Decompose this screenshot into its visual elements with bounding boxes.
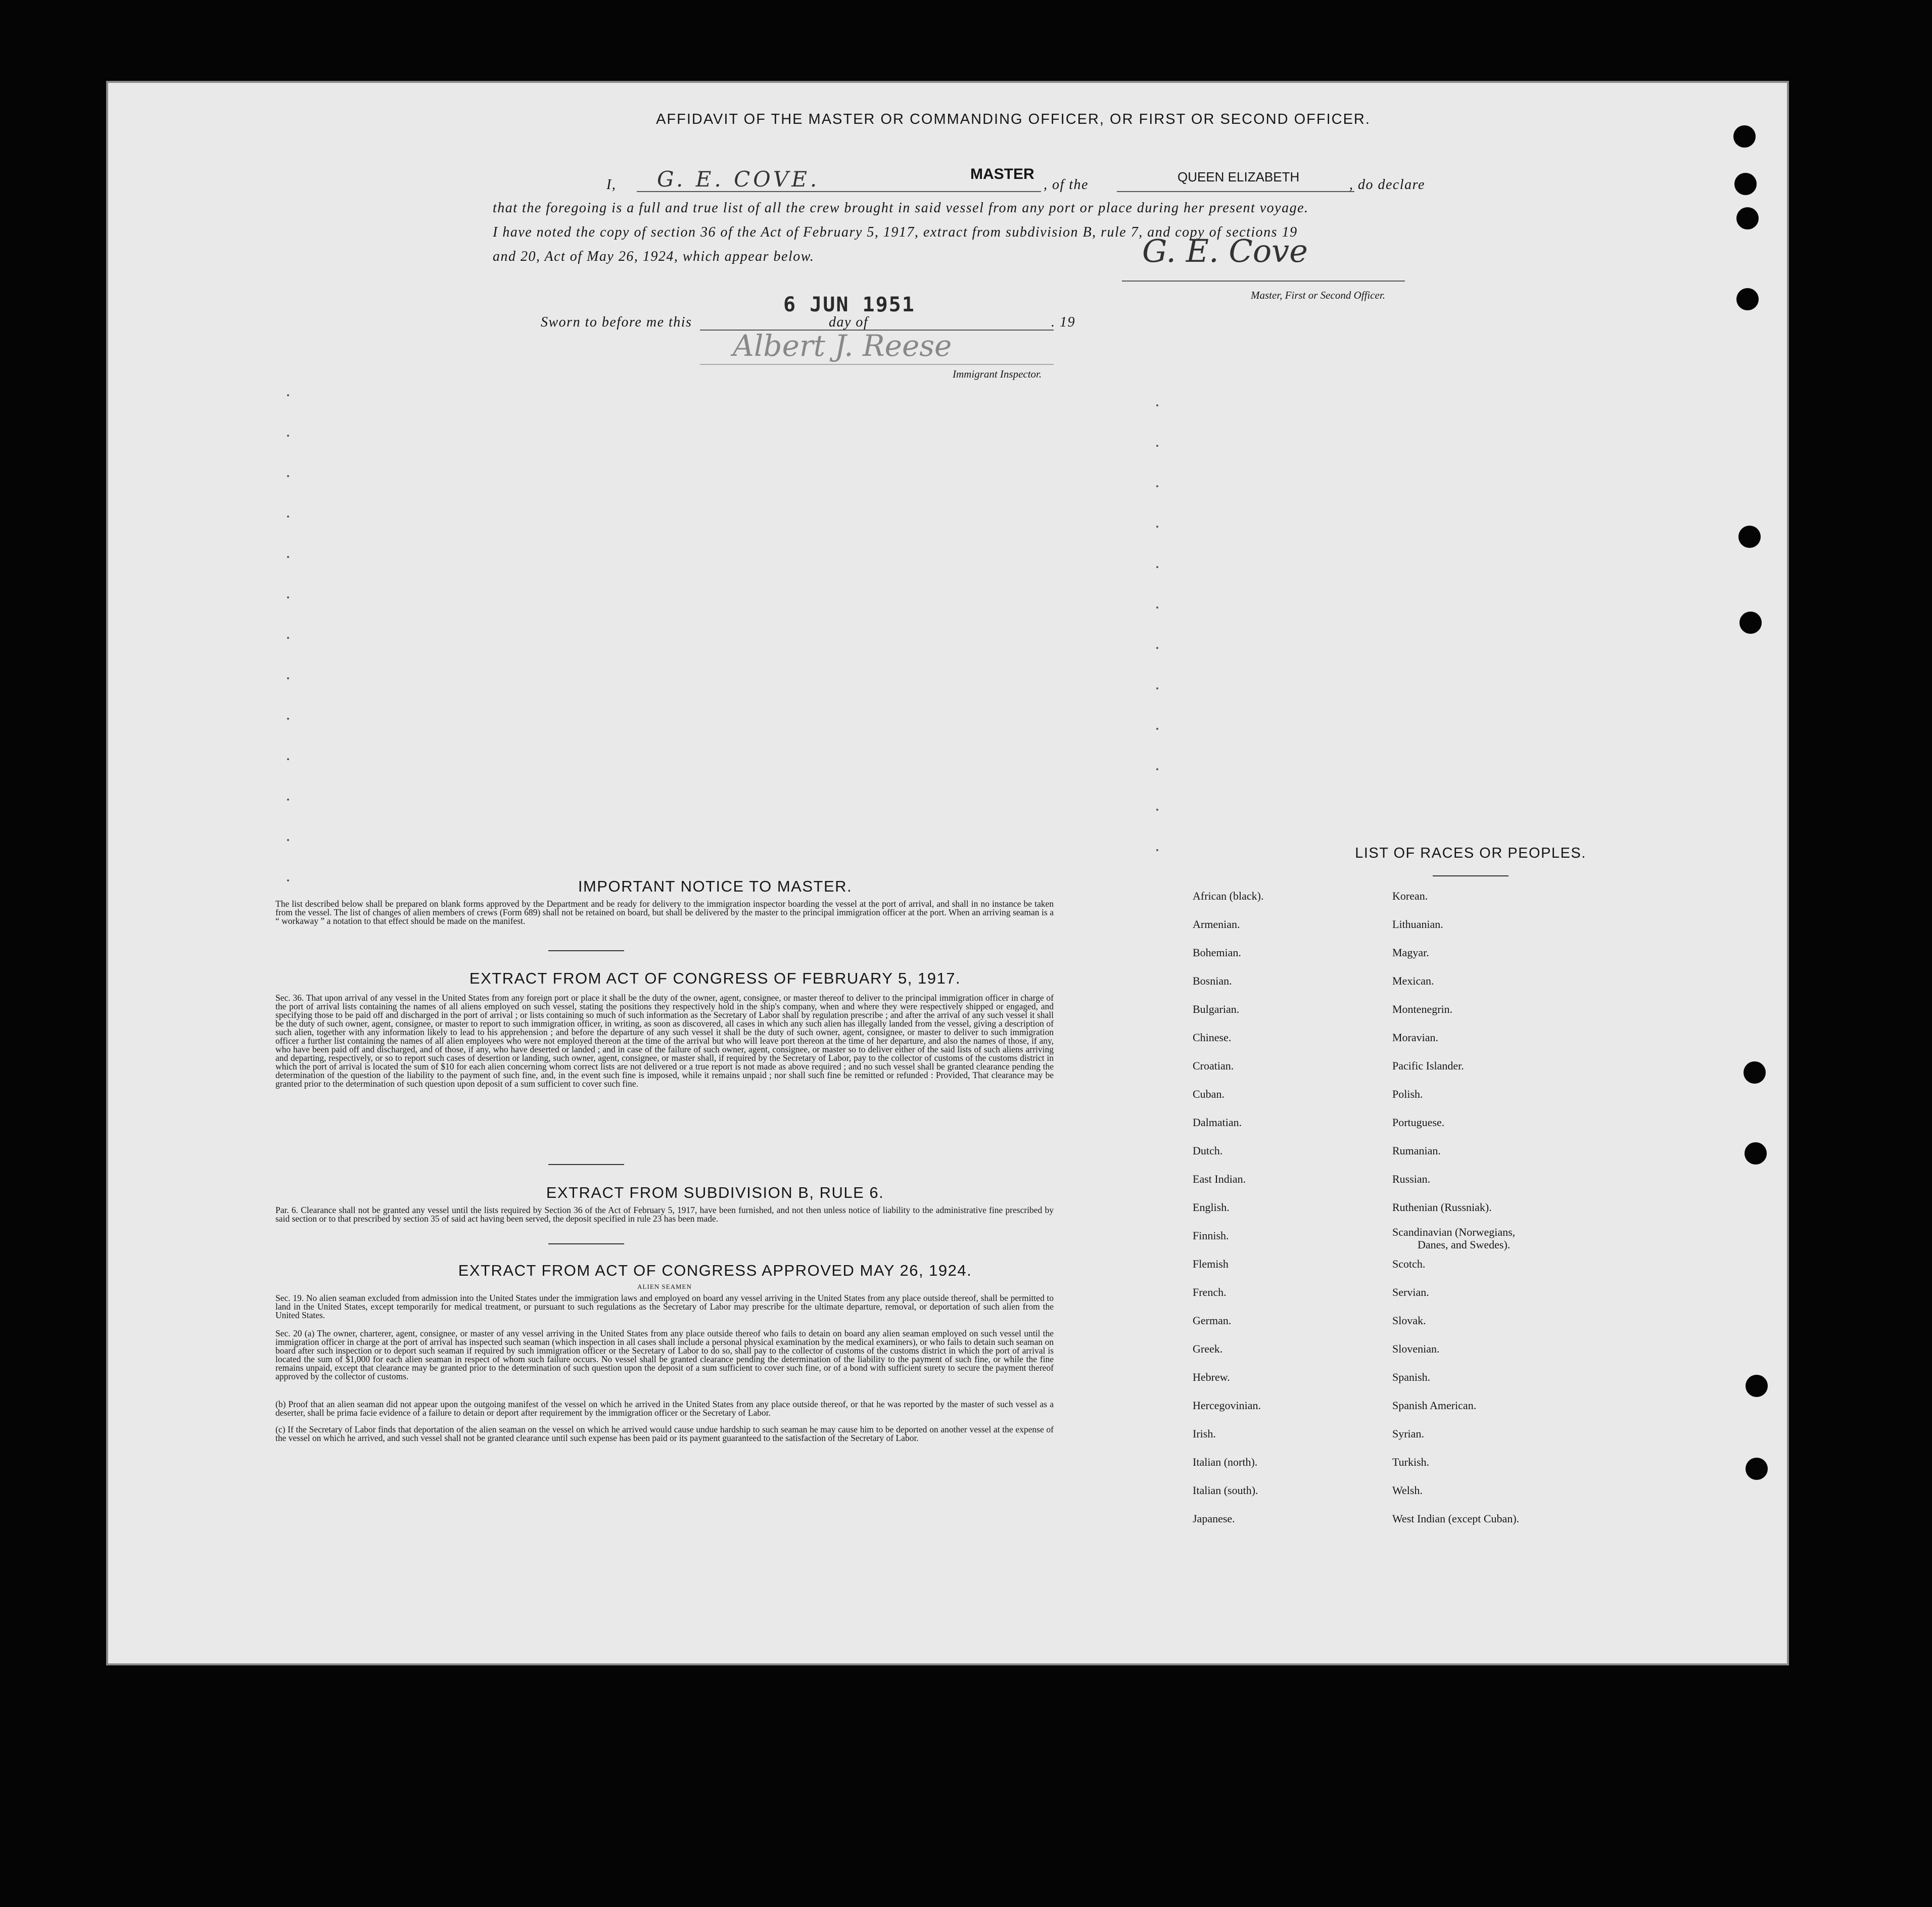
race-item: Magyar. bbox=[1392, 946, 1429, 959]
year-text: . 19 bbox=[1051, 314, 1075, 330]
extract-1917-heading: EXTRACT FROM ACT OF CONGRESS OF FEBRUARY 5, 1917. bbox=[469, 969, 961, 987]
race-item: Italian (north). bbox=[1193, 1456, 1258, 1468]
punch-hole bbox=[1746, 1458, 1768, 1480]
punch-hole bbox=[1739, 612, 1762, 634]
day-of-text: day of bbox=[829, 314, 869, 330]
race-item: Mexican. bbox=[1392, 974, 1434, 987]
extract-rule6-heading: EXTRACT FROM SUBDIVISION B, RULE 6. bbox=[546, 1184, 884, 1201]
declaration-line-2: that the foregoing is a full and true list of all the crew brought in said vessel from any port or place during her present voyage. bbox=[493, 200, 1309, 216]
sec20b-text: (b) Proof that an alien seaman did not appear upon the outgoing manifest of the vessel on which he arrived in the United States from any place outside thereof, or that he was reported by the master of such vessel as a deserter, shall be prima facie evidence of a failure to detain or deport after requirement by the immigration officer or the Secretary of Labor. bbox=[275, 1399, 1054, 1418]
vessel-line bbox=[1117, 191, 1354, 192]
race-item: Korean. bbox=[1392, 890, 1428, 902]
race-item: African (black). bbox=[1193, 890, 1264, 902]
dot bbox=[1156, 768, 1158, 770]
race-item: Syrian. bbox=[1392, 1427, 1424, 1440]
inspector-line bbox=[700, 364, 1054, 365]
declaration-line-3: I have noted the copy of section 36 of the Act of February 5, 1917, extract from subdivision B, rule 7, and copy of sections 19 bbox=[493, 224, 1298, 240]
race-item: Moravian. bbox=[1392, 1031, 1439, 1044]
race-item: Montenegrin. bbox=[1392, 1003, 1453, 1015]
race-item: Pacific Islander. bbox=[1392, 1059, 1464, 1072]
extract-rule6-text: Par. 6. Clearance shall not be granted any vessel until the lists required by Section 36 of the Act of February 5, 1917, have been furnished, and not then unless notice of liability to the administrative fine prescribed by said section or to that prescribed by section 35 of said act having been served, the deposit specified in rule 23 has been made. bbox=[275, 1205, 1054, 1224]
sec19-text: Sec. 19. No alien seaman excluded from admission into the United States under the immigration laws and employed on board any vessel arriving in the United States from any place outside thereof, shall be permitted to land in the United States, except temporarily for medical treatment, or pursuant to such regulations as the Secretary of Labor may prescribe for the ultimate departure, removal, or deportation of such alien from the United States. bbox=[275, 1293, 1054, 1320]
declaration-prefix: I, bbox=[606, 177, 617, 193]
race-item: English. bbox=[1193, 1201, 1230, 1214]
race-item: Lithuanian. bbox=[1392, 918, 1443, 931]
race-item: Finnish. bbox=[1193, 1229, 1229, 1242]
punch-hole bbox=[1733, 125, 1756, 148]
race-item: Italian (south). bbox=[1193, 1484, 1258, 1497]
notice-heading: IMPORTANT NOTICE TO MASTER. bbox=[578, 877, 853, 895]
race-item: Spanish American. bbox=[1392, 1399, 1477, 1412]
divider bbox=[1433, 875, 1509, 876]
dot bbox=[1156, 849, 1158, 851]
signature-line bbox=[1122, 281, 1405, 282]
punch-hole bbox=[1738, 526, 1761, 548]
inspector-caption: Immigrant Inspector. bbox=[953, 368, 1042, 380]
divider bbox=[548, 1164, 624, 1165]
dot bbox=[287, 435, 289, 437]
sec20c-text: (c) If the Secretary of Labor finds that deportation of the alien seaman on the vessel on which he arrived would cause undue hardship to such seaman he may cause him to be deported on another vessel at the expense of the vessel on which he arrived, and such vessel shall not be granted clearance until such expense has been paid or its payment guaranteed to the satisfaction of the Secretary of Labor. bbox=[275, 1424, 1054, 1443]
race-item: Japanese. bbox=[1193, 1512, 1235, 1525]
dot bbox=[1156, 647, 1158, 649]
dot bbox=[287, 839, 289, 841]
dot bbox=[1156, 526, 1158, 528]
dot bbox=[287, 556, 289, 558]
sec20a-text: Sec. 20 (a) The owner, charterer, agent, consignee, or master of any vessel arriving in the United States from any place outside thereof who fails to detain on board any alien seaman employed on such vessel until the immigration officer in charge at the port of arrival has inspected such seaman (which inspection in all cases shall include a personal physical examination by the medical examiners), or who fails to detain such seaman on board after such inspection or to deport such seaman if required by such immigration officer or the Secretary of Labor to do so, shall pay to the collector of customs of the customs district in which the port of arrival is located the sum of $1,000 for each alien seaman in respect of whom such failure occurs. No vessel shall be granted clearance pending the determination of the liability to the payment of such fine, or while the fine remains unpaid, except that clearance may be granted prior to the determination of such question upon the deposit of a sum sufficient to cover such fine, or of a bond with sufficient surety to secure the payment thereof approved by the collector of customs. bbox=[275, 1328, 1054, 1381]
dot bbox=[287, 718, 289, 720]
dot bbox=[1156, 445, 1158, 447]
race-item: Welsh. bbox=[1392, 1484, 1423, 1497]
dot bbox=[287, 394, 289, 396]
race-item: Irish. bbox=[1193, 1427, 1216, 1440]
document-page bbox=[106, 81, 1789, 1665]
race-item: West Indian (except Cuban). bbox=[1392, 1512, 1520, 1525]
declaration-line-4: and 20, Act of May 26, 1924, which appear below. bbox=[493, 249, 815, 264]
divider bbox=[548, 950, 624, 951]
dot bbox=[1156, 404, 1158, 406]
race-item: Rumanian. bbox=[1392, 1144, 1441, 1157]
race-item: East Indian. bbox=[1193, 1173, 1246, 1185]
punch-hole bbox=[1736, 207, 1759, 229]
race-item: Scotch. bbox=[1392, 1258, 1426, 1270]
punch-hole bbox=[1746, 1375, 1768, 1397]
of-the-text: , of the bbox=[1044, 177, 1089, 193]
race-item: Portuguese. bbox=[1392, 1116, 1445, 1129]
affidavit-title: AFFIDAVIT OF THE MASTER OR COMMANDING OFFICER, OR FIRST OR SECOND OFFICER. bbox=[656, 111, 1371, 127]
race-item: Dutch. bbox=[1193, 1144, 1223, 1157]
vessel-name: QUEEN ELIZABETH bbox=[1177, 169, 1300, 184]
race-item: German. bbox=[1193, 1314, 1232, 1327]
dot bbox=[1156, 687, 1158, 689]
do-declare-text: , do declare bbox=[1349, 177, 1425, 193]
dot bbox=[1156, 607, 1158, 609]
race-item: Bohemian. bbox=[1193, 946, 1241, 959]
dot bbox=[287, 516, 289, 518]
date-stamp: 6 JUN 1951 bbox=[783, 293, 915, 316]
race-item: Polish. bbox=[1392, 1088, 1423, 1100]
dot bbox=[1156, 485, 1158, 487]
races-heading: LIST OF RACES OR PEOPLES. bbox=[1355, 845, 1586, 861]
race-item: Ruthenian (Russniak). bbox=[1392, 1201, 1492, 1214]
dot bbox=[287, 879, 289, 881]
dot bbox=[287, 475, 289, 477]
race-item: Flemish bbox=[1193, 1258, 1229, 1270]
dot bbox=[287, 799, 289, 801]
notice-text: The list described below shall be prepared on blank forms approved by the Department and be ready for delivery to the immigration inspector boarding the vessel at the port of arrival, and shall in no instance be taken from the vessel. The list of changes of alien members of crews (Form 689) shall not be retained on board, but shall be delivered by the master to the principal immigration officer at the port. When an arriving seaman is a “ workaway ” a notation to that effect should be made on the manifest. bbox=[275, 899, 1054, 926]
alien-seamen-subheading: ALIEN SEAMEN bbox=[637, 1283, 692, 1290]
rank-master: MASTER bbox=[970, 166, 1034, 182]
race-item: Armenian. bbox=[1193, 918, 1240, 931]
race-item: Scandinavian (Norwegians, bbox=[1392, 1226, 1516, 1238]
signature-caption: Master, First or Second Officer. bbox=[1251, 289, 1385, 301]
dot bbox=[1156, 728, 1158, 730]
race-item: Slovenian. bbox=[1392, 1342, 1440, 1355]
race-item: Bosnian. bbox=[1193, 974, 1232, 987]
punch-hole bbox=[1743, 1061, 1766, 1084]
race-item: Croatian. bbox=[1193, 1059, 1234, 1072]
punch-hole bbox=[1734, 173, 1757, 195]
master-signature: G. E. Cove bbox=[1142, 232, 1308, 269]
extract-1917-text: Sec. 36. That upon arrival of any vessel in the United States from any foreign port or place it shall be the duty of the owner, agent, consignee, or master thereof to deliver to the principal immigration officer in charge of the port of arrival lists containing the names of all aliens employed on such vessel, stating the positions they respectively hold in the ship's company, when and where they were respectively shipped or engaged, and specifying those to be paid off and discharged in the port of arrival ; or lists containing so much of such information as the Secretary of Labor shall by regulation prescribe ; and after the arrival of any such vessel it shall be the duty of such owner, agent, consignee, or master to report to such immigration officer, in writing, as soon as discovered, all cases in which any such alien has illegally landed from the vessel, giving a description of such alien, together with any information likely to lead to his apprehension ; and before the departure of any such vessel it shall be the duty of such owner, agent, consignee, or master to deliver to such immigration officer a further list containing the names of all alien employees who were not employed thereon at the time of the arrival but who will leave port thereon at the time of her departure, and also the names of those, if any, who have been paid off and discharged, and of those, if any, who have deserted or landed ; and in case of the failure of such owner, agent, consignee, or master so to deliver either of the said lists of such aliens arriving and departing, respectively, or so to report such cases of desertion or landing, such owner, agent, consignee, or master shall, if required by the Secretary of Labor, pay to the collector of customs of the customs district in which the port of arrival is located the sum of $10 for each alien concerning whom correct lists are not delivered or a true report is not made as above required ; and no such vessel shall be granted clearance pending the determination of the question of the liability to the payment of such fine, and, in the event such fine is imposed, while it remains unpaid ; nor shall such fine be remitted or refunded : Provided, That clearance may be granted prior to the determination of such question upon deposit of a sum sufficient to cover such fine. bbox=[275, 993, 1054, 1089]
race-item: Spanish. bbox=[1392, 1371, 1431, 1383]
race-item: Servian. bbox=[1392, 1286, 1429, 1298]
divider bbox=[548, 1243, 624, 1244]
dot bbox=[287, 596, 289, 598]
race-item: Slovak. bbox=[1392, 1314, 1426, 1327]
race-item: Greek. bbox=[1193, 1342, 1223, 1355]
race-item: Dalmatian. bbox=[1193, 1116, 1242, 1129]
dot bbox=[287, 637, 289, 639]
dot bbox=[1156, 809, 1158, 811]
punch-hole bbox=[1745, 1142, 1767, 1165]
dot bbox=[287, 758, 289, 760]
extract-1924-heading: EXTRACT FROM ACT OF CONGRESS APPROVED MAY 26, 1924. bbox=[458, 1262, 972, 1279]
race-item: Hebrew. bbox=[1193, 1371, 1230, 1383]
race-item-continued: Danes, and Swedes). bbox=[1418, 1238, 1511, 1251]
race-item: Turkish. bbox=[1392, 1456, 1430, 1468]
race-item: Hercegovinian. bbox=[1193, 1399, 1261, 1412]
race-item: Russian. bbox=[1392, 1173, 1431, 1185]
dot bbox=[287, 677, 289, 679]
race-item: Cuban. bbox=[1193, 1088, 1224, 1100]
race-item: Chinese. bbox=[1193, 1031, 1232, 1044]
master-name-handwritten: G. E. COVE. bbox=[657, 167, 820, 192]
race-item: Bulgarian. bbox=[1193, 1003, 1240, 1015]
sworn-text: Sworn to before me this bbox=[541, 314, 692, 330]
punch-hole bbox=[1736, 288, 1759, 310]
dot bbox=[1156, 566, 1158, 568]
race-item: French. bbox=[1193, 1286, 1227, 1298]
inspector-signature: Albert J. Reese bbox=[733, 329, 952, 363]
